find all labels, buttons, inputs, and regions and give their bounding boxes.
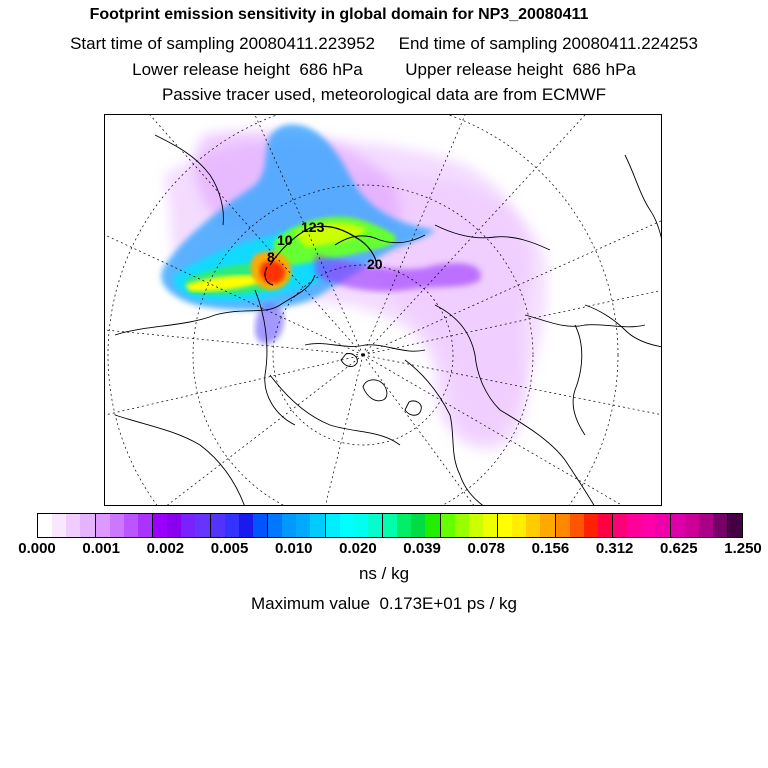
release-height-line: Lower release height 686 hPa Upper release height 686 hPa — [132, 60, 636, 79]
colorbar — [37, 513, 743, 538]
colorbar-cell — [411, 514, 425, 537]
colorbar-cell — [512, 514, 526, 537]
colorbar-tick-label: 0.156 — [531, 540, 570, 557]
colorbar-cell — [211, 514, 225, 537]
colorbar-tick-label: 0.020 — [339, 540, 377, 557]
colorbar-cell — [52, 514, 66, 537]
contour-label-123: 123 — [301, 219, 325, 235]
colorbar-tick-label: 1.250 — [724, 540, 762, 557]
colorbar-cell — [584, 514, 598, 537]
colorbar-cell — [326, 514, 340, 537]
contour-label-8: 8 — [267, 249, 275, 265]
colorbar-tick-label: 0.625 — [660, 540, 698, 557]
maximum-value-text: Maximum value 0.173E+01 ps / kg — [251, 594, 517, 613]
colorbar-cell — [110, 514, 124, 537]
colorbar-tick-label: 0.078 — [467, 540, 506, 557]
colorbar-cell — [80, 514, 95, 537]
colorbar-cell — [641, 514, 655, 537]
colorbar-cell — [627, 514, 641, 537]
colorbar-cell — [469, 514, 483, 537]
colorbar-cell — [195, 514, 210, 537]
colorbar-cell — [124, 514, 138, 537]
colorbar-cell — [441, 514, 455, 537]
colorbar-cell — [613, 514, 627, 537]
colorbar-cell — [153, 514, 167, 537]
colorbar-cell — [728, 514, 742, 537]
footprint-map — [104, 114, 662, 506]
colorbar-tick-label: 0.039 — [403, 540, 441, 557]
colorbar-cell — [383, 514, 397, 537]
colorbar-cell — [598, 514, 613, 537]
sampling-time-line: Start time of sampling 20080411.223952 End time of sampling 20080411.224253 — [70, 34, 698, 53]
colorbar-cell — [526, 514, 540, 537]
contour-label-20: 20 — [367, 256, 383, 272]
tracer-info-line: Passive tracer used, meteorological data are from ECMWF — [161, 85, 607, 104]
colorbar-cell — [397, 514, 411, 537]
colorbar-cell — [685, 514, 699, 537]
colorbar-cell — [540, 514, 555, 537]
colorbar-cell — [455, 514, 469, 537]
colorbar-cell — [556, 514, 570, 537]
colorbar-cell — [181, 514, 195, 537]
colorbar-cell — [167, 514, 181, 537]
colorbar-cell — [225, 514, 239, 537]
colorbar-tick-label: 0.002 — [146, 540, 185, 557]
colorbar-cell — [253, 514, 268, 537]
colorbar-cell — [671, 514, 685, 537]
colorbar-cell — [239, 514, 253, 537]
colorbar-tick-label: 0.000 — [18, 540, 56, 557]
colorbar-tick-label: 0.001 — [82, 540, 120, 557]
colorbar-unit: ns / kg — [358, 564, 410, 583]
colorbar-cell — [138, 514, 153, 537]
colorbar-cell — [483, 514, 498, 537]
colorbar-cell — [655, 514, 670, 537]
colorbar-cell — [354, 514, 368, 537]
colorbar-cell — [340, 514, 354, 537]
contour-label-10: 10 — [277, 232, 293, 248]
colorbar-cell — [66, 514, 80, 537]
colorbar-cell — [296, 514, 310, 537]
colorbar-cell — [38, 514, 52, 537]
colorbar-cell — [699, 514, 713, 537]
colorbar-cell — [368, 514, 383, 537]
colorbar-cell — [96, 514, 110, 537]
colorbar-cell — [310, 514, 325, 537]
sensitivity-field — [161, 124, 547, 449]
colorbar-tick-label: 0.312 — [595, 540, 634, 557]
colorbar-tick-label: 0.010 — [274, 540, 313, 557]
colorbar-cell — [498, 514, 512, 537]
colorbar-cell — [570, 514, 584, 537]
map-canvas — [105, 115, 662, 506]
colorbar-cell — [713, 514, 728, 537]
colorbar-cell — [282, 514, 296, 537]
plot-title: Footprint emission sensitivity in global domain for NP3_20080411 — [89, 6, 589, 23]
colorbar-cell — [425, 514, 440, 537]
colorbar-cell — [268, 514, 282, 537]
colorbar-tick-label: 0.005 — [210, 540, 249, 557]
